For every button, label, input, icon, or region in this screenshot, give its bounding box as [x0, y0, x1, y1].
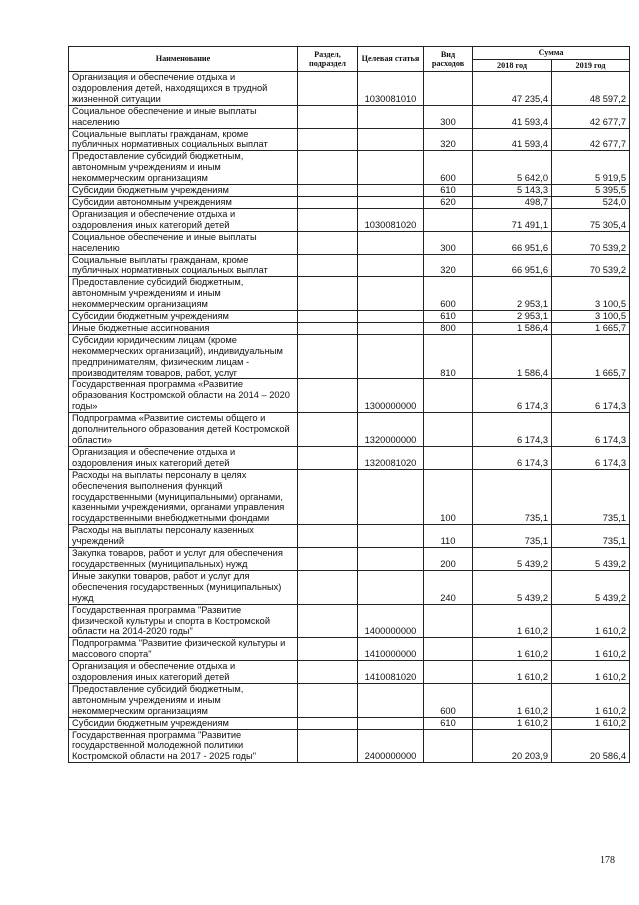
cell-expense: 600	[424, 151, 473, 185]
cell-2019: 3 100,5	[552, 311, 630, 323]
cell-target: 1410081020	[358, 661, 424, 684]
cell-name: Субсидии бюджетным учреждениям	[69, 185, 298, 197]
cell-2018: 5 439,2	[473, 548, 552, 571]
cell-expense	[424, 446, 473, 469]
cell-2018: 1 586,4	[473, 334, 552, 379]
cell-target	[358, 525, 424, 548]
cell-2018: 47 235,4	[473, 72, 552, 106]
cell-expense: 100	[424, 469, 473, 525]
cell-2019: 75 305,4	[552, 208, 630, 231]
cell-section	[298, 379, 358, 413]
cell-expense	[424, 379, 473, 413]
cell-target	[358, 322, 424, 334]
cell-section	[298, 729, 358, 763]
cell-section	[298, 128, 358, 151]
cell-section	[298, 151, 358, 185]
cell-name: Расходы на выплаты персоналу в целях обеспечения выполнения функций государственными (муниципальными) органами, казенными учреждениями, органами управления государственными внебюджетными фондами	[69, 469, 298, 525]
cell-section	[298, 570, 358, 604]
header-2018: 2018 год	[473, 59, 552, 72]
table-row	[69, 379, 630, 413]
cell-name: Социальное обеспечение и иные выплаты населению	[69, 105, 298, 128]
table-row	[69, 570, 630, 604]
budget-table	[68, 46, 630, 763]
cell-expense	[424, 413, 473, 447]
cell-name: Иные закупки товаров, работ и услуг для обеспечения государственных (муниципальных) нужд	[69, 570, 298, 604]
cell-expense: 320	[424, 254, 473, 277]
cell-name: Субсидии юридическим лицам (кроме некоммерческих организаций), индивидуальным предпринимателям, физическим лицам - производителям товаров, работ, услуг	[69, 334, 298, 379]
cell-section	[298, 604, 358, 638]
cell-name: Закупка товаров, работ и услуг для обеспечения государственных (муниципальных) нужд	[69, 548, 298, 571]
cell-2019: 1 665,7	[552, 322, 630, 334]
cell-2019: 42 677,7	[552, 105, 630, 128]
cell-expense: 110	[424, 525, 473, 548]
cell-section	[298, 334, 358, 379]
cell-section	[298, 231, 358, 254]
header-amount: Сумма	[473, 47, 630, 60]
cell-2019: 70 539,2	[552, 254, 630, 277]
table-row	[69, 604, 630, 638]
cell-expense: 300	[424, 105, 473, 128]
header-expense: Вид расходов	[424, 47, 473, 72]
cell-2019: 6 174,3	[552, 379, 630, 413]
table-row	[69, 469, 630, 525]
cell-name: Государственная программа "Развитие физической культуры и спорта в Костромской области на 2014-2020 годы"	[69, 604, 298, 638]
cell-target	[358, 128, 424, 151]
cell-2018: 498,7	[473, 196, 552, 208]
cell-2019: 5 439,2	[552, 570, 630, 604]
cell-target	[358, 196, 424, 208]
cell-name: Субсидии автономным учреждениям	[69, 196, 298, 208]
cell-section	[298, 469, 358, 525]
cell-target	[358, 185, 424, 197]
cell-section	[298, 196, 358, 208]
cell-name: Предоставление субсидий бюджетным, автономным учреждениям и иным некоммерческим организациям	[69, 151, 298, 185]
cell-2019: 1 610,2	[552, 604, 630, 638]
cell-2018: 71 491,1	[473, 208, 552, 231]
table-row	[69, 196, 630, 208]
cell-expense	[424, 638, 473, 661]
cell-2018: 5 439,2	[473, 570, 552, 604]
cell-section	[298, 208, 358, 231]
cell-target: 1030081020	[358, 208, 424, 231]
cell-2019: 42 677,7	[552, 128, 630, 151]
cell-2019: 6 174,3	[552, 413, 630, 447]
cell-2019: 3 100,5	[552, 277, 630, 311]
cell-target: 1300000000	[358, 379, 424, 413]
cell-section	[298, 661, 358, 684]
page-number: 178	[600, 855, 615, 866]
cell-expense	[424, 72, 473, 106]
cell-2018: 6 174,3	[473, 413, 552, 447]
table-row	[69, 334, 630, 379]
cell-expense	[424, 208, 473, 231]
cell-section	[298, 525, 358, 548]
cell-name: Организация и обеспечение отдыха и оздоровления иных категорий детей	[69, 661, 298, 684]
cell-name: Организация и обеспечение отдыха и оздоровления детей, находящихся в трудной жизненной ситуации	[69, 72, 298, 106]
header-target: Целевая статья	[358, 47, 424, 72]
cell-name: Субсидии бюджетным учреждениям	[69, 717, 298, 729]
cell-target	[358, 311, 424, 323]
cell-name: Субсидии бюджетным учреждениям	[69, 311, 298, 323]
cell-target: 1410000000	[358, 638, 424, 661]
cell-2019: 524,0	[552, 196, 630, 208]
cell-2018: 41 593,4	[473, 105, 552, 128]
cell-expense	[424, 604, 473, 638]
cell-2019: 5 395,5	[552, 185, 630, 197]
cell-section	[298, 72, 358, 106]
header-name: Наименование	[69, 47, 298, 72]
header-2019: 2019 год	[552, 59, 630, 72]
table-row	[69, 72, 630, 106]
cell-section	[298, 413, 358, 447]
cell-2018: 5 642,0	[473, 151, 552, 185]
cell-name: Государственная программа "Развитие государственной молодежной политики Костромской области на 2017 - 2025 годы"	[69, 729, 298, 763]
cell-expense: 620	[424, 196, 473, 208]
cell-section	[298, 683, 358, 717]
header-section: Раздел, подраздел	[298, 47, 358, 72]
cell-target	[358, 570, 424, 604]
cell-2018: 66 951,6	[473, 231, 552, 254]
table-row	[69, 254, 630, 277]
cell-expense: 800	[424, 322, 473, 334]
cell-2018: 66 951,6	[473, 254, 552, 277]
cell-section	[298, 277, 358, 311]
cell-name: Подпрограмма "Развитие физической культуры и массового спорта"	[69, 638, 298, 661]
header-row	[69, 47, 630, 60]
cell-section	[298, 638, 358, 661]
cell-2018: 2 953,1	[473, 311, 552, 323]
table-row	[69, 661, 630, 684]
cell-section	[298, 254, 358, 277]
cell-2018: 5 143,3	[473, 185, 552, 197]
cell-expense: 200	[424, 548, 473, 571]
cell-section	[298, 185, 358, 197]
cell-name: Предоставление субсидий бюджетным, автономным учреждениям и иным некоммерческим организациям	[69, 277, 298, 311]
cell-name: Предоставление субсидий бюджетным, автономным учреждениям и иным некоммерческим организациям	[69, 683, 298, 717]
cell-target: 1030081010	[358, 72, 424, 106]
cell-name: Расходы на выплаты персоналу казенных учреждений	[69, 525, 298, 548]
cell-expense: 600	[424, 277, 473, 311]
cell-expense: 610	[424, 311, 473, 323]
table-row	[69, 683, 630, 717]
table-row	[69, 208, 630, 231]
cell-2019: 1 610,2	[552, 638, 630, 661]
cell-target	[358, 277, 424, 311]
cell-target	[358, 151, 424, 185]
cell-name: Социальные выплаты гражданам, кроме публичных нормативных социальных выплат	[69, 254, 298, 277]
cell-section	[298, 446, 358, 469]
cell-2019: 1 610,2	[552, 717, 630, 729]
table-row	[69, 105, 630, 128]
cell-expense: 300	[424, 231, 473, 254]
cell-target	[358, 717, 424, 729]
cell-2019: 48 597,2	[552, 72, 630, 106]
cell-2018: 1 610,2	[473, 638, 552, 661]
cell-2018: 1 610,2	[473, 661, 552, 684]
table-row	[69, 548, 630, 571]
cell-expense	[424, 729, 473, 763]
cell-section	[298, 105, 358, 128]
cell-2019: 70 539,2	[552, 231, 630, 254]
cell-name: Иные бюджетные ассигнования	[69, 322, 298, 334]
table-row	[69, 729, 630, 763]
table-row	[69, 322, 630, 334]
cell-section	[298, 717, 358, 729]
cell-expense: 610	[424, 185, 473, 197]
cell-target	[358, 231, 424, 254]
cell-2018: 735,1	[473, 525, 552, 548]
cell-expense: 810	[424, 334, 473, 379]
cell-target: 1320000000	[358, 413, 424, 447]
cell-2019: 1 610,2	[552, 661, 630, 684]
cell-target: 1320081020	[358, 446, 424, 469]
cell-2018: 6 174,3	[473, 379, 552, 413]
cell-target	[358, 683, 424, 717]
cell-name: Социальное обеспечение и иные выплаты населению	[69, 231, 298, 254]
cell-2018: 2 953,1	[473, 277, 552, 311]
table-row	[69, 525, 630, 548]
table-row	[69, 638, 630, 661]
cell-expense	[424, 661, 473, 684]
cell-name: Социальные выплаты гражданам, кроме публичных нормативных социальных выплат	[69, 128, 298, 151]
table-row	[69, 151, 630, 185]
cell-section	[298, 548, 358, 571]
cell-2019: 5 439,2	[552, 548, 630, 571]
cell-target	[358, 548, 424, 571]
cell-2019: 1 665,7	[552, 334, 630, 379]
cell-2018: 735,1	[473, 469, 552, 525]
cell-name: Государственная программа «Развитие образования Костромской области на 2014 – 2020 годы»	[69, 379, 298, 413]
cell-2018: 20 203,9	[473, 729, 552, 763]
cell-target	[358, 334, 424, 379]
cell-target	[358, 469, 424, 525]
table-row	[69, 717, 630, 729]
cell-2018: 41 593,4	[473, 128, 552, 151]
cell-target	[358, 254, 424, 277]
table-row	[69, 446, 630, 469]
cell-expense: 240	[424, 570, 473, 604]
cell-2018: 6 174,3	[473, 446, 552, 469]
cell-target: 1400000000	[358, 604, 424, 638]
cell-name: Организация и обеспечение отдыха и оздоровления иных категорий детей	[69, 208, 298, 231]
cell-target	[358, 105, 424, 128]
cell-section	[298, 311, 358, 323]
cell-2018: 1 610,2	[473, 683, 552, 717]
cell-2018: 1 610,2	[473, 604, 552, 638]
cell-2019: 5 919,5	[552, 151, 630, 185]
cell-target: 2400000000	[358, 729, 424, 763]
cell-expense: 610	[424, 717, 473, 729]
cell-2019: 735,1	[552, 469, 630, 525]
table-row	[69, 413, 630, 447]
cell-2018: 1 610,2	[473, 717, 552, 729]
cell-2018: 1 586,4	[473, 322, 552, 334]
cell-2019: 1 610,2	[552, 683, 630, 717]
table-row	[69, 311, 630, 323]
table-row	[69, 277, 630, 311]
cell-2019: 6 174,3	[552, 446, 630, 469]
table-row	[69, 128, 630, 151]
cell-name: Организация и обеспечение отдыха и оздоровления иных категорий детей	[69, 446, 298, 469]
table-row	[69, 185, 630, 197]
cell-expense: 600	[424, 683, 473, 717]
cell-name: Подпрограмма «Развитие системы общего и дополнительного образования детей Костромской области»	[69, 413, 298, 447]
cell-2019: 735,1	[552, 525, 630, 548]
cell-expense: 320	[424, 128, 473, 151]
cell-2019: 20 586,4	[552, 729, 630, 763]
cell-section	[298, 322, 358, 334]
table-row	[69, 231, 630, 254]
